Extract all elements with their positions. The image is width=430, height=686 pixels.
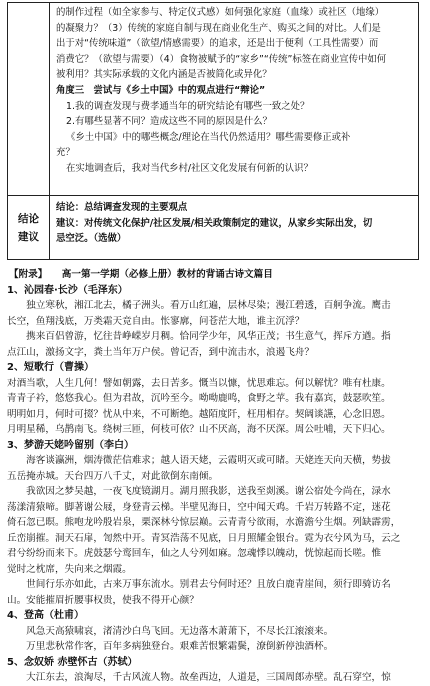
survey-table bbox=[7, 2, 419, 260]
poem-line: 山。安能摧眉折腰事权贵，使我不得开心颜？ bbox=[7, 594, 199, 606]
poem-line: 对酒当歌，人生几何！譬如朝露，去日苦多。慨当以慷，忧思难忘。何以解忧？唯有杜康。 bbox=[7, 377, 391, 389]
text-line: 出于对“传统味道”（欲望/情感需要）的追求，还是出于便利（工具性需要）而 bbox=[56, 38, 379, 50]
poem-line: 万里悲秋常作客，百年多病独登台。艰难苦恨繁霜鬓，潦倒新停浊酒杯。 bbox=[7, 641, 334, 652]
appendix-heading: 【附录】 高一第一学期（必修上册）教材的背诵古诗文篇目 bbox=[9, 269, 273, 280]
poem-line: 世间行乐亦如此，古来万事东流水。别君去兮何时还？且放白鹿青崖间，须行即骑访名 bbox=[7, 579, 391, 590]
text-line: 1.我的调查发现与费孝通当年的研究结论有哪些一致之处？ bbox=[66, 100, 310, 112]
poem-line: 大江东去，浪淘尽，千古风流人物。故垒西边，人道是，三国周郎赤壁。乱石穿空，惊 bbox=[7, 672, 391, 683]
poem-line: 丘峦崩摧。洞天石扉，訇然中开。青冥浩荡不见底，日月照耀金银台。霓为衣兮风为马，云之 bbox=[7, 532, 401, 544]
advice-text: 忌空泛。（选做） bbox=[56, 233, 127, 245]
table-row-divider bbox=[8, 195, 418, 196]
table-column-divider bbox=[49, 3, 50, 259]
text-line: 的制作过程（如全家参与、特定仪式感）如何强化家庭（血缘）或社区（地缘） bbox=[56, 7, 385, 18]
poem-title: 3、梦游天姥吟留别（李白） bbox=[7, 439, 134, 451]
poem-line: 青青子衿，悠悠我心。但为君故，沉吟至今。呦呦鹿鸣，食野之苹。我有嘉宾，鼓瑟吹笙。 bbox=[7, 393, 391, 404]
poem-line: 倚石忽已暝。熊咆龙吟殷岩泉，栗深林兮惊层巅。云青青兮欲雨，水澹澹兮生烟。列缺霹雳， bbox=[7, 517, 401, 528]
poem-title: 5、念奴娇 赤壁怀古（苏轼） bbox=[7, 656, 138, 668]
text-line: 充？ bbox=[56, 147, 75, 159]
poem-line: 长空，鱼翔浅底，万类霜天竞自由。怅寥廓，问苍茫大地，谁主沉浮？ bbox=[7, 315, 305, 327]
text-line: 2.有哪些显著不同？造成这些不同的原因是什么？ bbox=[66, 116, 272, 128]
poem-line: 点江山，激扬文字，粪土当年万户侯。曾记否，到中流击水，浪遏飞舟？ bbox=[7, 346, 314, 358]
text-line: 消费它？（欲望与需要）（4）食物被赋予的“家乡”“传统”标签在商业宣传中如何 bbox=[56, 53, 387, 65]
poem-line: 海客谈瀛洲，烟涛微茫信难求；越人语天姥，云霞明灭或可睹。天姥连天向天横，势拔 bbox=[7, 455, 391, 466]
poem-line: 携来百侣曾游，忆往昔峥嵘岁月稠。恰同学少年，风华正茂；书生意气，挥斥方遒。指 bbox=[7, 331, 391, 342]
conclusion-label: 结论建议 bbox=[18, 213, 39, 243]
poem-line: 我欲因之梦吴越，一夜飞度镜湖月。湖月照我影，送我至剡溪。谢公宿处今尚在，渌水 bbox=[7, 486, 391, 497]
text-line: 在实地调查后，我对当代乡村/社区文化发展有何新的认识？ bbox=[66, 163, 313, 174]
poem-line: 荡漾清猿啼。脚著谢公屐，身登青云梯。半壁见海日，空中闻天鸡。千岩万转路不定，迷花 bbox=[7, 501, 391, 513]
poem-line: 觉时之枕席，失向来之烟霞。 bbox=[7, 563, 132, 575]
poem-title: 4、登高（杜甫） bbox=[7, 610, 84, 621]
poem-line: 月明星稀，乌鹊南飞。绕树三匝，何枝可依？山不厌高，海不厌深。周公吐哺，天下归心。 bbox=[7, 424, 391, 435]
conclusion-text: 结论：总结调查发现的主要观点 bbox=[56, 202, 188, 213]
text-line: 被利用？其实际承载的文化内涵是否被简化或异化？ bbox=[56, 69, 272, 81]
poem-line: 独立寒秋，湘江北去，橘子洲头。看万山红遍，层林尽染；漫江碧透，百舸争流。鹰击 bbox=[7, 300, 391, 311]
text-line: 的凝聚力？（3）传统的家庭自制与现在商业化生产、购买之间的对比。人们是 bbox=[56, 22, 381, 34]
angle3-title: 角度三 尝试与《乡土中国》中的观点进行“辩论” bbox=[56, 85, 266, 96]
advice-text: 建议：对传统文化保护/社区发展/相关政策制定的建议，从家乡实际出发，切 bbox=[56, 217, 373, 229]
poem-title: 1、沁园春·长沙（毛泽东） bbox=[7, 284, 128, 296]
text-line: 《乡土中国》中的哪些概念/理论在当代仍然适用？哪些需要修正或补 bbox=[66, 131, 351, 143]
poem-line: 君兮纷纷而来下。虎鼓瑟兮鸾回车，仙之人兮列如麻。忽魂悸以魄动，恍惊起而长嗟。惟 bbox=[7, 548, 382, 559]
poem-line: 明明如月，何时可掇？忧从中来，不可断绝。越陌度阡，枉用相存。契阔谈讌，心念旧恩。 bbox=[7, 408, 391, 420]
poem-line: 五岳掩赤城。天台四万八千丈，对此欲倒东南倾。 bbox=[7, 470, 219, 482]
poem-line: 风急天高猿啸哀，渚清沙白鸟飞回。无边落木萧萧下，不尽长江滚滚来。 bbox=[7, 625, 334, 637]
poem-title: 2、短歌行（曹操） bbox=[7, 362, 94, 373]
